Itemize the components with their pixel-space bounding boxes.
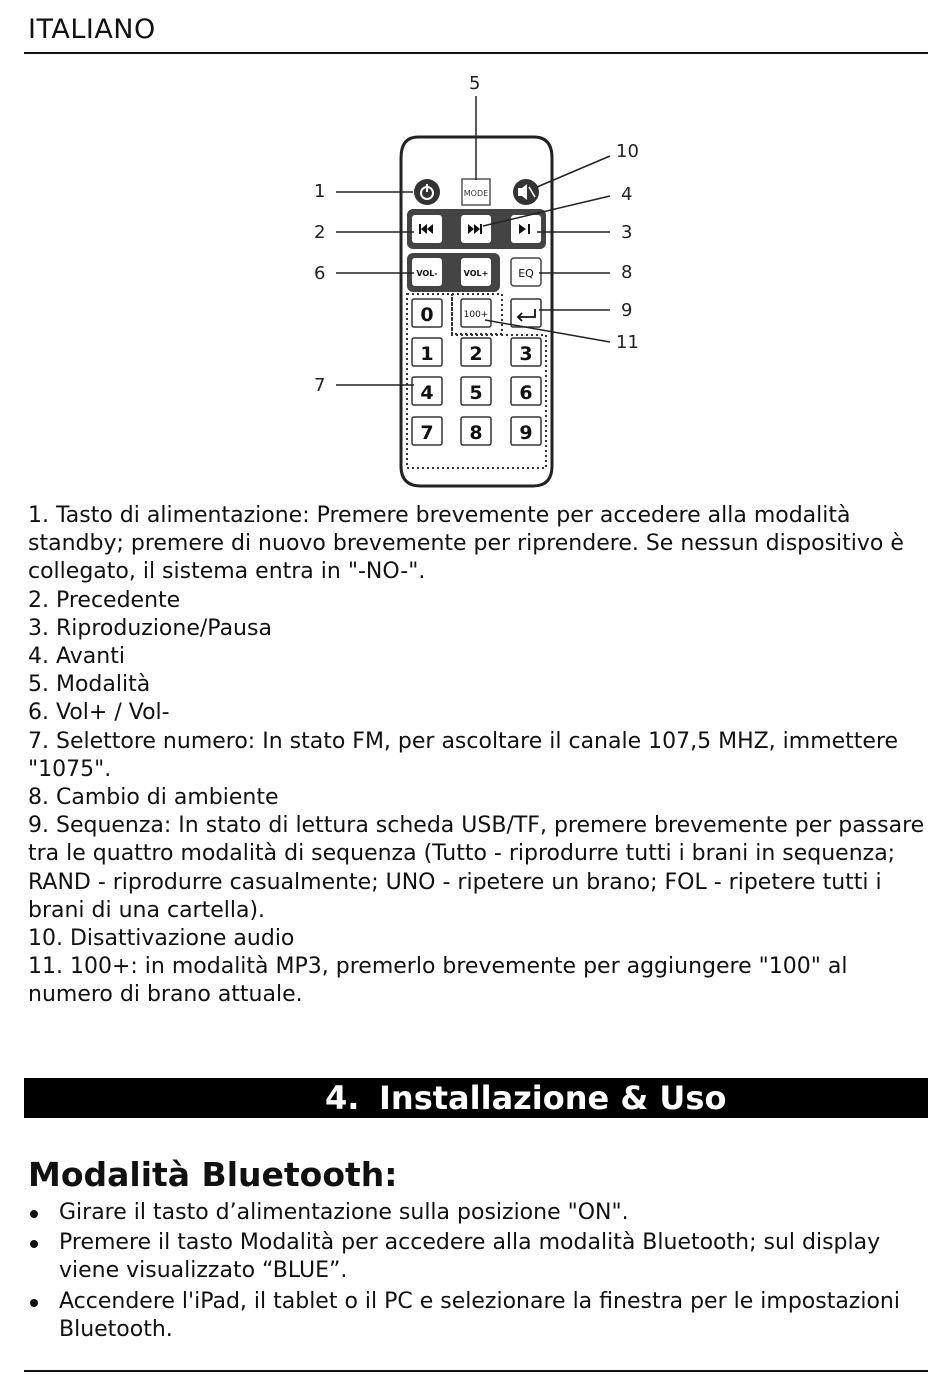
mute-button — [513, 179, 539, 205]
vol-minus-button — [412, 258, 442, 286]
legend-item: 5. Modalità — [28, 672, 151, 698]
list-item: Premere il tasto Modalità per accedere alla modalità Bluetooth; sul display viene visualizzato “BLUE”. — [28, 1229, 918, 1285]
callout-11: 11 — [616, 332, 639, 353]
page-language-header: ITALIANO — [28, 14, 156, 45]
bluetooth-heading: Modalità Bluetooth: — [28, 1155, 398, 1194]
section-title: Installazione & Uso — [379, 1079, 727, 1117]
digit-5-button — [461, 377, 491, 405]
digit-3-label: 3 — [519, 343, 533, 365]
hundred-plus-button — [461, 299, 491, 327]
button-legend — [28, 502, 928, 1010]
legend-item: 9. Sequenza: In stato di lettura scheda USB/TF, premere brevemente per passare tra le quattro modalità di sequenza (Tutto - riprodurre tutti i brani in sequenza; RAND - riprodurre casualmente; UNO - ripetere un brano; FOL - ripetere tutti i brani di una cartella). — [28, 813, 925, 923]
section-heading-bar — [24, 1078, 928, 1118]
callout-9: 9 — [621, 300, 633, 321]
legend-item: 10. Disattivazione audio — [28, 926, 295, 952]
legend-item: 8. Cambio di ambiente — [28, 785, 279, 811]
digit-9-label: 9 — [519, 422, 533, 444]
digit-1-button — [412, 338, 442, 366]
footer-divider — [24, 1370, 928, 1372]
power-button — [414, 179, 440, 205]
legend-item: 7. Selettore numero: In stato FM, per ascoltare il canale 107,5 MHZ, immettere "1075". — [28, 728, 899, 782]
mode-label: MODE — [463, 189, 489, 198]
callout-5: 5 — [469, 73, 481, 94]
digit-4-button — [412, 377, 442, 405]
bullet-icon — [30, 1299, 38, 1307]
eq-label: EQ — [518, 267, 534, 280]
digit-1-label: 1 — [420, 343, 434, 365]
callout-8: 8 — [621, 262, 633, 283]
digit-4-label: 4 — [420, 382, 434, 404]
list-item: Girare il tasto d’alimentazione sulla posizione "ON". — [28, 1199, 918, 1227]
svg-text:0: 0 — [420, 304, 434, 326]
sequence-button — [511, 299, 541, 327]
legend-item: 6. Vol+ / Vol- — [28, 700, 170, 726]
digit-8-button — [461, 417, 491, 445]
digit-3-button — [511, 338, 541, 366]
callout-4: 4 — [621, 184, 633, 205]
eq-button — [511, 258, 541, 286]
previous-button — [412, 215, 442, 243]
bullet-icon — [30, 1210, 38, 1218]
digit-8-label: 8 — [469, 422, 483, 444]
play-pause-button — [511, 215, 541, 243]
digit-2-label: 2 — [469, 343, 483, 365]
header-divider — [24, 52, 928, 54]
vol-minus-label: VOL- — [416, 269, 438, 278]
digit-9-button — [511, 417, 541, 445]
callout-10: 10 — [616, 141, 639, 162]
hundred-plus-label: 100+ — [463, 310, 489, 320]
callout-1: 1 — [314, 181, 326, 202]
callout-7: 7 — [314, 375, 326, 396]
legend-item: 1. Tasto di alimentazione: Premere brevemente per accedere alla modalità standby; premere di nuovo brevemente per riprendere. Se nessun dispositivo è collegato, il sistema entra in "-NO-". — [28, 503, 904, 585]
vol-plus-button — [461, 258, 491, 286]
section-number: 4. — [325, 1079, 360, 1117]
legend-item: 4. Avanti — [28, 644, 125, 670]
callout-2: 2 — [314, 222, 326, 243]
legend-item: 2. Precedente — [28, 587, 181, 613]
mode-button — [462, 179, 490, 205]
legend-item: 3. Riproduzione/Pausa — [28, 615, 272, 641]
digit-0-button — [412, 299, 442, 327]
next-button — [461, 215, 491, 243]
digit-7-button — [412, 417, 442, 445]
bluetooth-steps — [28, 1199, 918, 1346]
digit-grid — [412, 338, 541, 445]
bullet-icon — [30, 1240, 38, 1248]
vol-plus-label: VOL+ — [463, 269, 489, 278]
callout-3: 3 — [621, 222, 633, 243]
digit-2-button — [461, 338, 491, 366]
list-item: Accendere l'iPad, il tablet o il PC e selezionare la finestra per le impostazioni Bluetooth. — [28, 1288, 918, 1344]
digit-5-label: 5 — [469, 382, 483, 404]
digit-6-label: 6 — [519, 382, 533, 404]
remote-control-diagram — [290, 66, 660, 496]
legend-item: 11. 100+: in modalità MP3, premerlo brevemente per aggiungere "100" al numero di brano attuale. — [28, 954, 848, 1008]
digit-7-label: 7 — [420, 422, 434, 444]
digit-6-button — [511, 377, 541, 405]
callout-6: 6 — [314, 263, 326, 284]
